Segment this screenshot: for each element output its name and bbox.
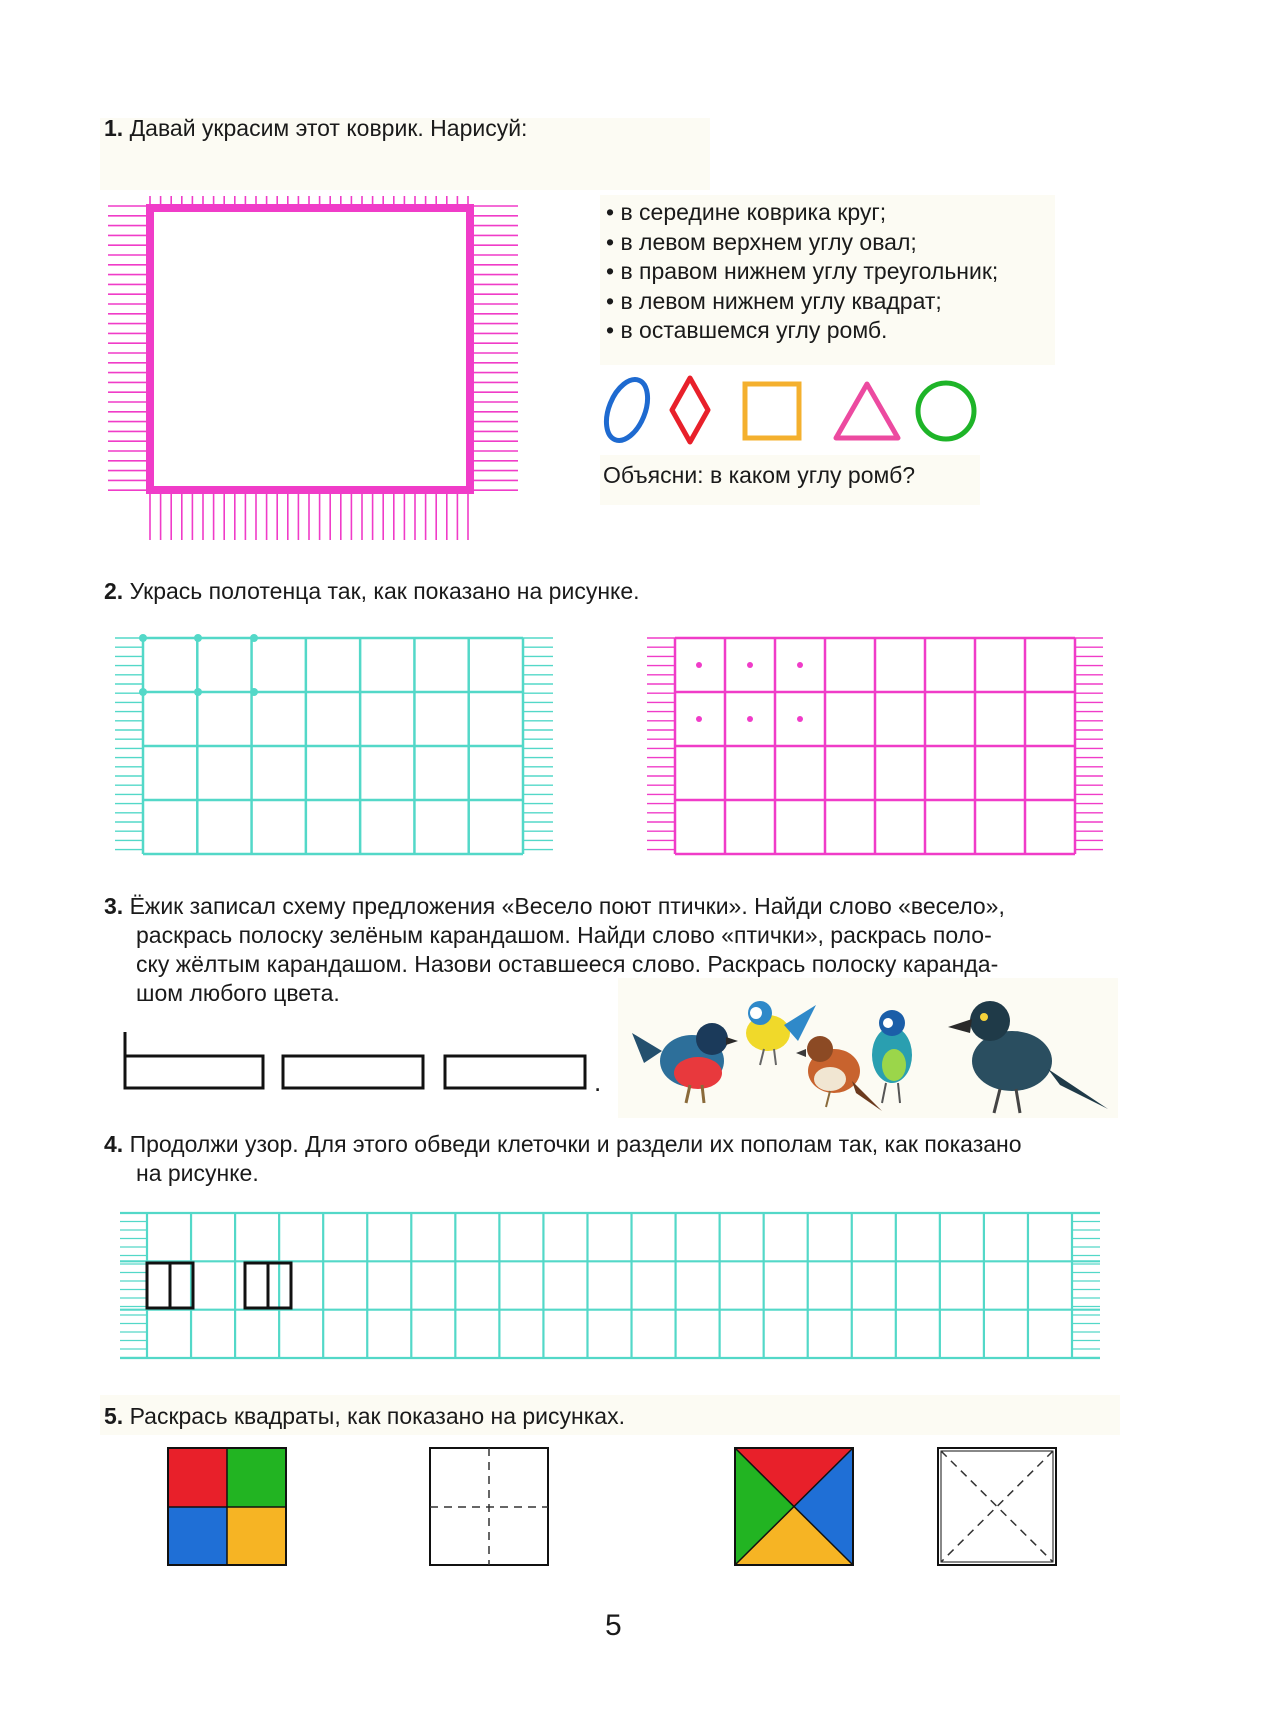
task-number: 3. (104, 893, 124, 919)
empty-square-triangles[interactable] (938, 1448, 1056, 1565)
list-item: • в оставшемся углу ромб. (606, 316, 998, 346)
task1-question: Объясни: в каком углу ромб? (603, 462, 916, 488)
task-text-line: Продолжи узор. Для этого обведи клеточки и раздели их пополам так, как показано (129, 1131, 1022, 1157)
task-text-line: шом любого цвета. (136, 980, 340, 1006)
task-text: Укрась полотенца так, как показано на рисунке. (129, 578, 640, 604)
list-item: • в левом нижнем углу квадрат; (606, 287, 998, 317)
list-item: • в левом верхнем углу овал; (606, 228, 998, 258)
sentence-period: . (594, 1067, 602, 1097)
list-item: • в правом нижнем углу треугольник; (606, 257, 998, 287)
task-number: 2. (104, 578, 124, 604)
task-text: Давай украсим этот коврик. Нарисуй: (129, 115, 528, 141)
task-text-line: на рисунке. (136, 1160, 259, 1186)
task-number: 5. (104, 1403, 124, 1429)
list-item: • в середине коврика круг; (606, 198, 998, 228)
task-number: 4. (104, 1131, 124, 1157)
task-text-line: раскрась полоску зелёным карандашом. Найди слово «птички», раскрась поло- (136, 922, 992, 948)
task-text-line: ску жёлтым карандашом. Назови оставшееся слово. Раскрась полоску каранда- (136, 951, 999, 977)
colored-square-quarters (168, 1448, 286, 1565)
task-text-line: Ёжик записал схему предложения «Весело поют птички». Найди слово «весело», (129, 893, 1005, 919)
colored-square-triangles (735, 1448, 853, 1565)
empty-square-quarters[interactable] (430, 1448, 548, 1565)
page-number: 5 (605, 1609, 622, 1642)
task-number: 1. (104, 115, 124, 141)
task-text: Раскрась квадраты, как показано на рисунках. (129, 1403, 625, 1429)
